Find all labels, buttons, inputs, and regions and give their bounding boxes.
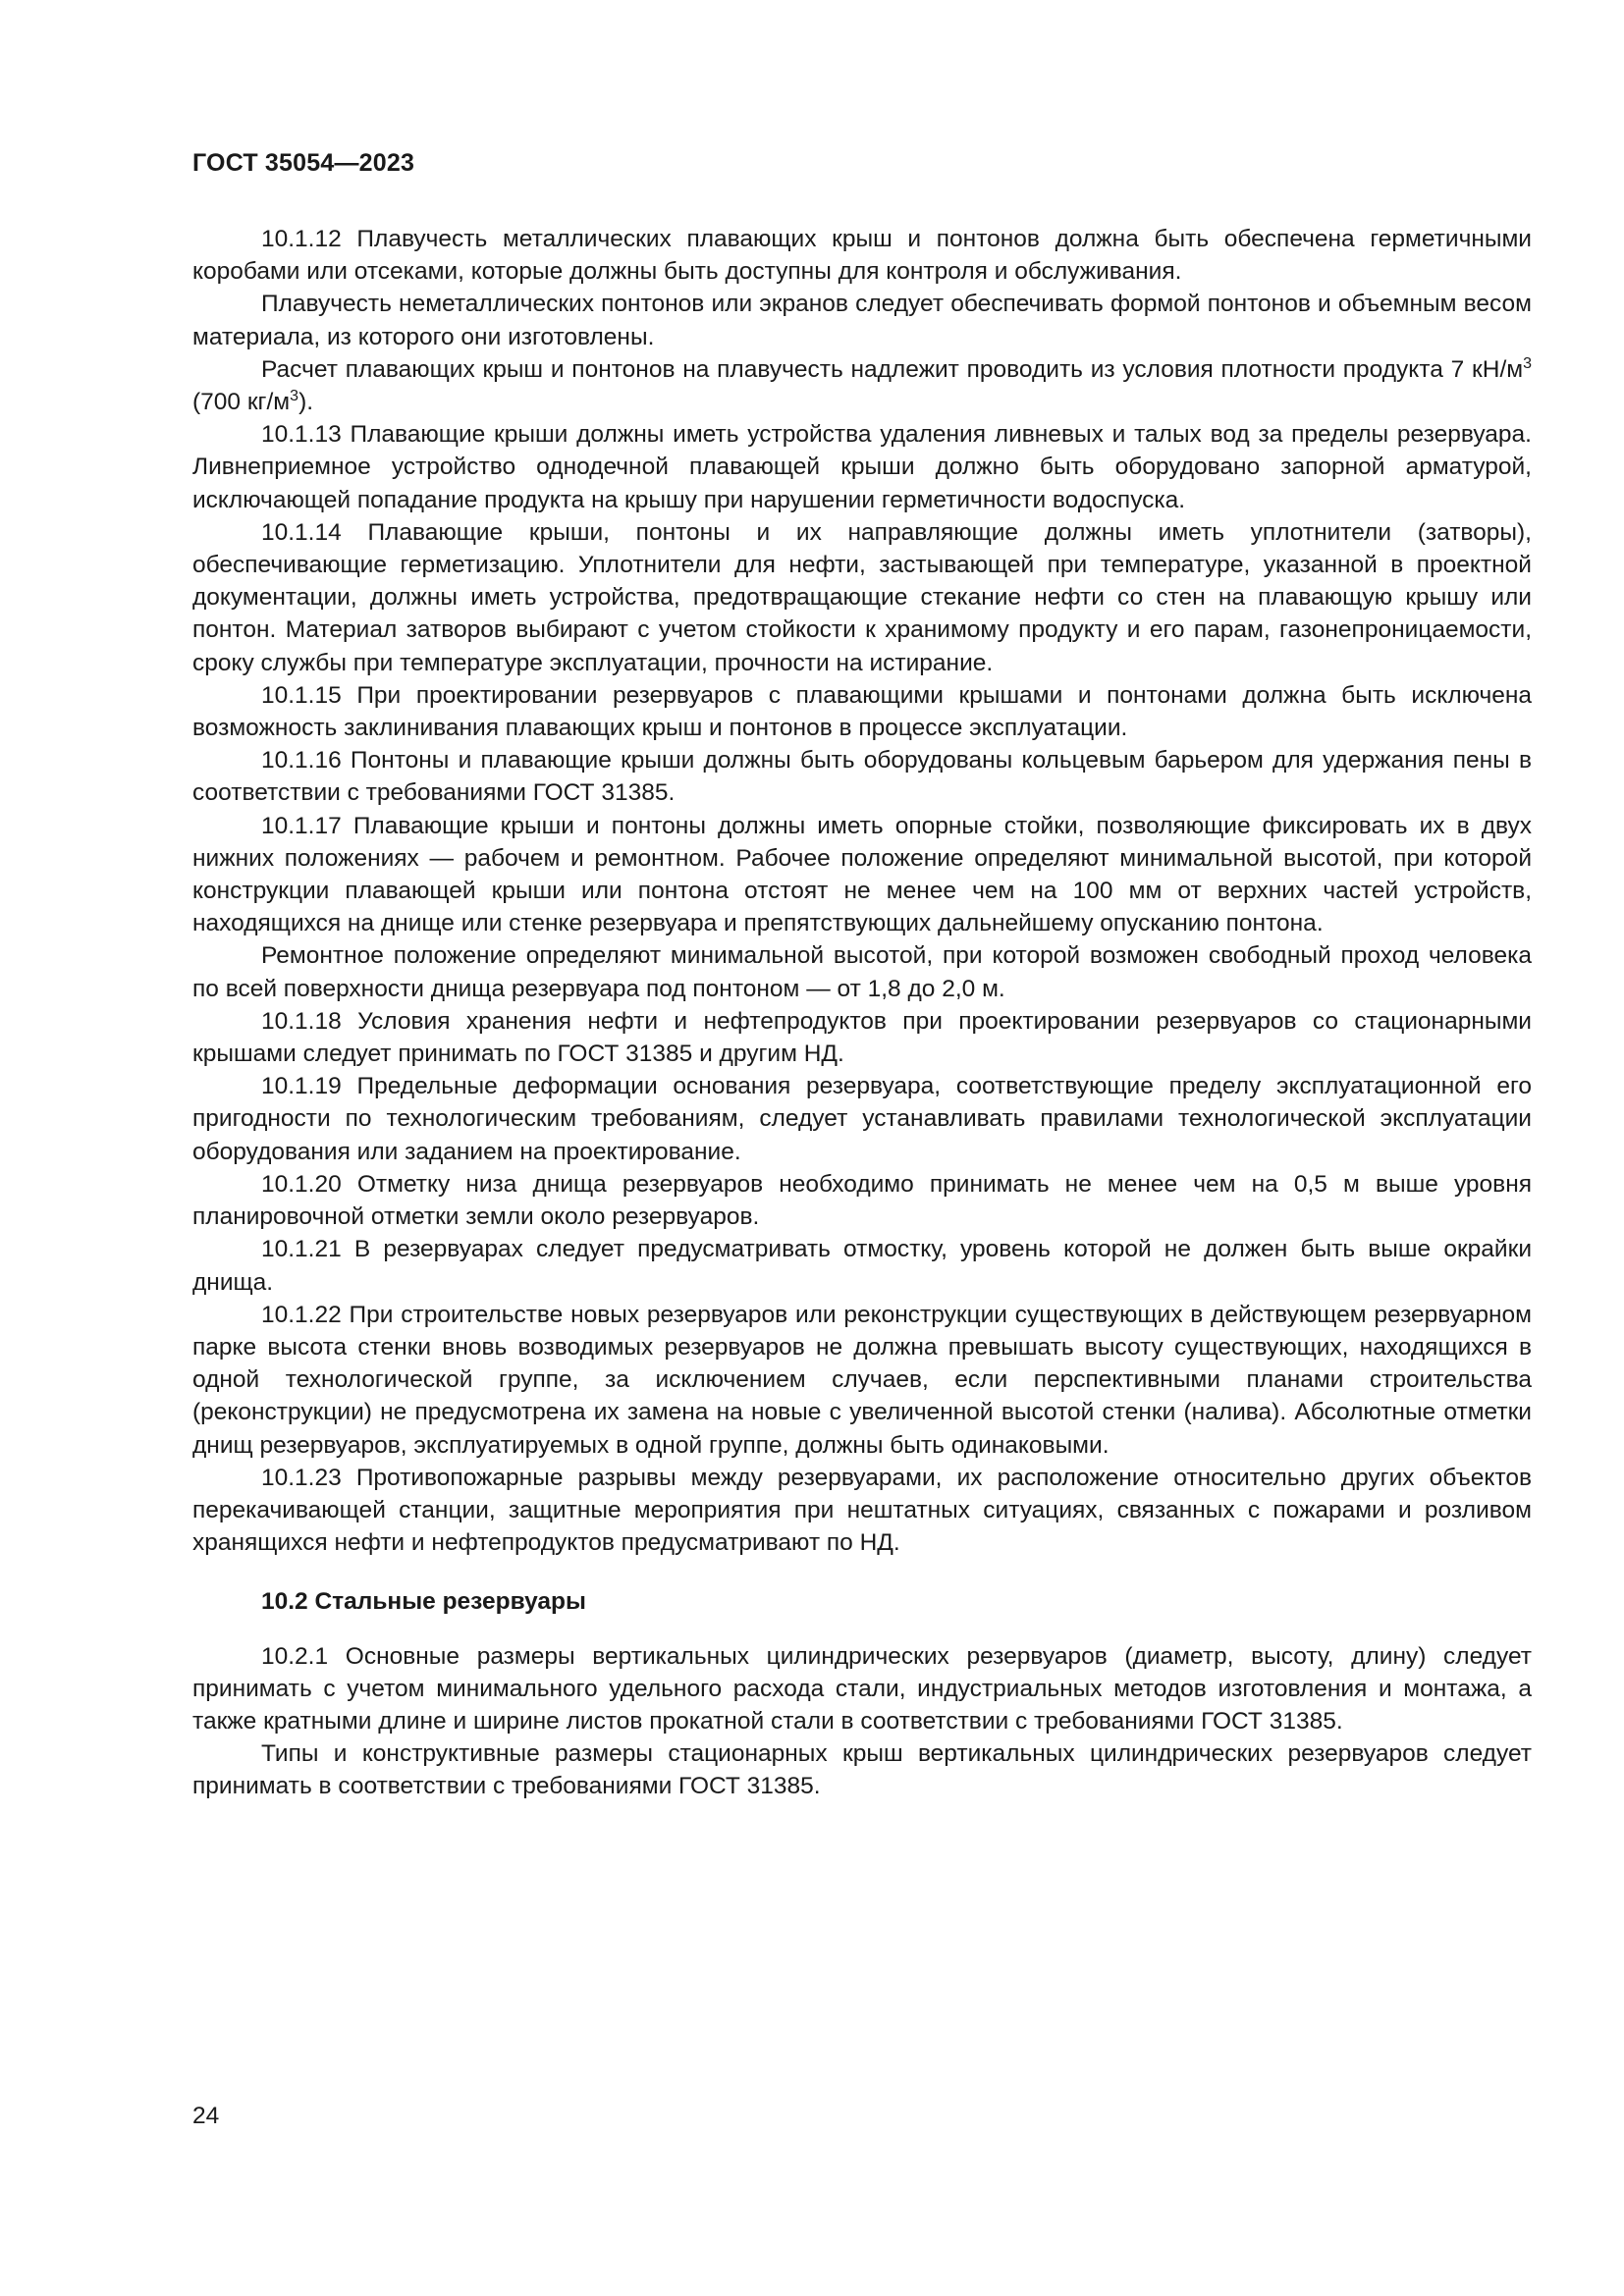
section-title-10-2: 10.2 Стальные резервуары [261,1588,586,1616]
density-text-after: ). [298,389,314,416]
paragraph-10-1-18: 10.1.18 Условия хранения нефти и нефтепродуктов при проектировании резервуаров со стационарными крышами следует принимать по ГОСТ 31385 и другим НД. [192,1007,1532,1068]
paragraph-10-1-14: 10.1.14 Плавающие крыши, понтоны и их направляющие должны иметь уплотнители (затворы), обеспечивающие герметизацию. Уплотнители для нефти, застывающей при температуре, указанной в проектной документации, должны иметь устройства, предотвращающие стекание нефти со стен на плавающую крышу или понтон. Материал затворов выбирают с учетом стойкости к хранимому продукту и его парам, газонепроницаемости, сроку службы при температуре эксплуатации, прочности на истирание. [192,518,1532,676]
paragraph-10-1-22: 10.1.22 При строительстве новых резервуаров или реконструкции существующих в действующем резервуарном парке высота стенки вновь возводимых резервуаров не должна превышать высоту существующих, находящихся в одной технологической группе, за исключением случаев, если перспективными планами строительства (реконструкции) не предусмотрена их замена на новые с увеличенной высотой стенки (налива). Абсолютные отметки днищ резервуаров, эксплуатируемых в одной группе, должны быть одинаковыми. [192,1301,1532,1459]
paragraph-nonmetal-pontoons: Плавучесть неметаллических понтонов или экранов следует обеспечивать формой понтонов и объемным весом материала, из которого они изготовлены. [192,291,1532,350]
paragraph-10-1-23: 10.1.23 Противопожарные разрывы между резервуарами, их расположение относительно других объектов перекачивающей станции, защитные мероприятия при нештатных ситуациях, связанных с пожарами и розливом хранящихся нефти и нефтепродуктов предусматривают по НД. [192,1464,1532,1557]
paragraph-10-1-19: 10.1.19 Предельные деформации основания резервуара, соответствующие пределу эксплуатационной его пригодности по технологическим требованиям, следует устанавливать правилами технологической эксплуатации оборудования или заданием на проектирование. [192,1073,1532,1165]
page-number: 24 [192,2103,220,2129]
density-text-middle: (700 кг/м [192,389,291,416]
paragraph-10-1-16: 10.1.16 Понтоны и плавающие крыши должны быть оборудованы кольцевым барьером для удержания пены в соответствии с требованиями ГОСТ 31385. [192,747,1532,807]
density-superscript-1: 3 [1523,354,1532,372]
density-superscript-2: 3 [290,388,299,405]
paragraph-10-1-13: 10.1.13 Плавающие крыши должны иметь устройства удаления ливневых и талых вод за пределы резервуара. Ливнеприемное устройство однодечной плавающей крыши должно быть оборудовано запорной арматурой, исключающей попадание продукта на крышу при нарушении герметичности водоспуска. [192,421,1532,513]
document-body [192,223,1532,1803]
paragraph-10-2-1: 10.2.1 Основные размеры вертикальных цилиндрических резервуаров (диаметр, высоту, длину) следует принимать с учетом минимального удельного расхода стали, индустриальных методов изготовления и монтажа, а также кратными длине и ширине листов прокатной стали в соответствии с требованиями ГОСТ 31385. [192,1642,1532,1735]
paragraph-roof-types: Типы и конструктивные размеры стационарных крыш вертикальных цилиндрических резервуаров следует принимать в соответствии с требованиями ГОСТ 31385. [192,1740,1532,1800]
document-header: ГОСТ 35054—2023 [192,149,415,177]
paragraph-10-1-20: 10.1.20 Отметку низа днища резервуаров необходимо принимать не менее чем на 0,5 м выше уровня планировочной отметки земли около резервуаров. [192,1170,1532,1231]
density-text-before: Расчет плавающих крыш и понтонов на плавучесть надлежит проводить из условия плотности продукта 7 кН/м [261,355,1524,383]
paragraph-10-1-15: 10.1.15 При проектировании резервуаров с плавающими крышами и понтонами должна быть исключена возможность заклинивания плавающих крыш и понтонов в процессе эксплуатации. [192,681,1532,742]
paragraph-10-1-17: 10.1.17 Плавающие крыши и понтоны должны иметь опорные стойки, позволяющие фиксировать их в двух нижних положениях — рабочем и ремонтном. Рабочее положение определяют минимальной высотой, при которой конструкции плавающей крыши или понтона отстоят не менее чем на 100 мм от верхних частей устройств, находящихся на днище или стенке резервуара и препятствующих дальнейшему опусканию понтона. [192,812,1532,937]
paragraph-10-1-21: 10.1.21 В резервуарах следует предусматривать отмостку, уровень которой не должен быть выше окрайки днища. [192,1236,1532,1296]
paragraph-repair-position: Ремонтное положение определяют минимальной высотой, при которой возможен свободный проход человека по всей поверхности днища резервуара под понтоном — от 1,8 до 2,0 м. [192,942,1532,1002]
paragraph-density [192,353,1532,418]
paragraph-10-1-12: 10.1.12 Плавучесть металлических плавающих крыш и понтонов должна быть обеспечена герметичными коробами или отсеками, которые должны быть доступны для контроля и обслуживания. [192,226,1532,286]
